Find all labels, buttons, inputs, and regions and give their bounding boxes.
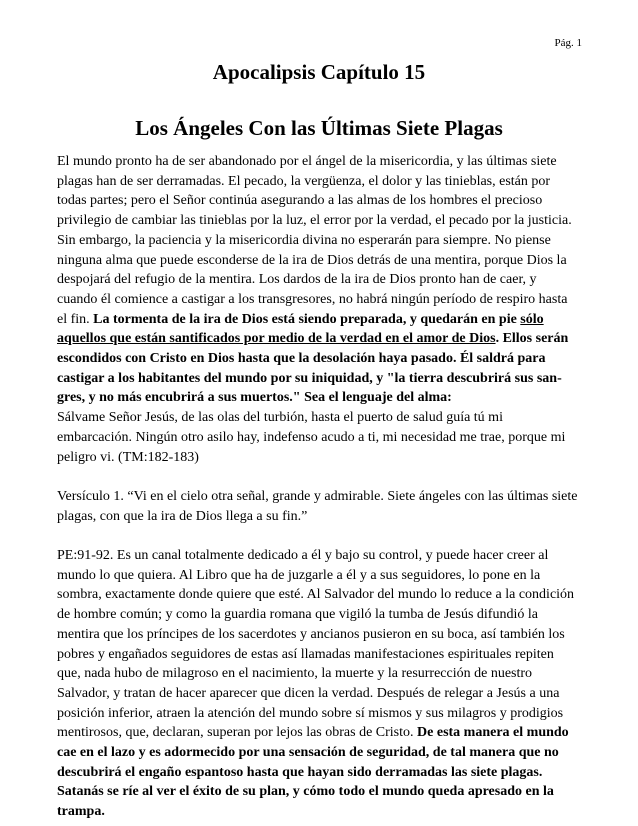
intro-underlined-text: sólo aquellos que están santificados por medio de la verdad en el amor de Dios: [57, 311, 544, 347]
page-number: Pág. 1: [554, 37, 582, 49]
section-title: Los Ángeles Con las Últimas Siete Plagas: [135, 116, 503, 140]
paragraph-commentary: [57, 546, 579, 822]
commentary-bold-text: De esta manera el mundo cae en el lazo y es adormecido por una sensación de seguridad, de tal manera que no descubrirá el engaño espantoso hasta que hayan sido derramadas las siete plagas. Satanás se ríe al ver el éxito de su plan, y cómo todo el mundo queda apresado en la trampa.: [57, 725, 569, 820]
paragraph-gap: [57, 526, 579, 546]
chapter-title: Apocalipsis Capítulo 15: [212, 60, 426, 84]
intro-bold-text: La tormenta de la ira de Dios está siendo preparada, y quedarán en pie: [93, 311, 521, 327]
paragraph-intro: [57, 152, 579, 408]
paragraph-verse: Versículo 1. “Vi en el cielo otra señal, grande y admirable. Siete ángeles con las últimas siete plagas, con que la ira de Dios llega a su fin.”: [57, 488, 578, 524]
commentary-text: PE:91-92. Es un canal totalmente dedicado a él y bajo su control, y puede hacer creer al mundo lo que quiera. Al Libro que ha de juzgarle a él y a sus seguidores, lo pone en la sombra, exactamente donde quiere que esté. Al Salvador del mundo lo reduce a la condición de hombre común; y como la guardia romana que vigiló la tumba de Jesús difundió la mentira que los príncipes de los sacerdotes y ancianos pusieron en su boca, así también los pobres y engañados seguidores de estas así llamadas manifestaciones espirituales repiten que, nada hubo de milagroso en el nacimiento, la muerte y la resurrección de nuestro Salvador, y tratan de hacer aparecer que dicen la verdad. Después de relegar a Jesús a una posición inferior, atraen la atención del mundo sobre sí mismos y sus milagros y prodigios mentirosos, que, declaran, superan por lejos las obras de Cristo.: [57, 548, 575, 741]
intro-text: El mundo pronto ha de ser abandonado por el ángel de la misericordia, y las últimas siete plagas han de ser derramadas. El pecado, la vergüenza, el dolor y las tinieblas, están por todas partes; pero el Señor continúa asegurando a las almas de los hombres el precioso privilegio de cambiar las tinieblas por la luz, el error por la verdad, el pecado por la justicia. Sin embargo, la paciencia y la misericordia divina no esperarán para siempre. No piense ninguna alma que puede esconderse de la ira de Dios detrás de una mentira, porque Dios la despojará del refugio de la mentira. Los dardos de la ira de Dios pronto han de caer, y cuando él comience a castigar a los transgresores, no habrá ningún período de respiro hasta el fin.: [57, 154, 572, 327]
paragraph-prayer: Sálvame Señor Jesús, de las olas del turbión, hasta el puerto de salud guía tú mi embarcación. Ningún otro asilo hay, indefenso acudo a ti, mi necesidad me trae, porque mi peligro vi. (TM:182-183): [57, 410, 566, 465]
paragraph-gap: [57, 467, 579, 487]
intro-bold-text-2: . Ellos serán escondidos con Cristo en Dios hasta que la desolación haya pasado. Él saldrá para castigar a los habitantes del mundo por su iniquidad, y "la tierra descubrirá sus san-gres, y no más encubrirá a sus muertos." Sea el lenguaje del alma:: [57, 331, 569, 406]
document-body: [57, 152, 579, 822]
